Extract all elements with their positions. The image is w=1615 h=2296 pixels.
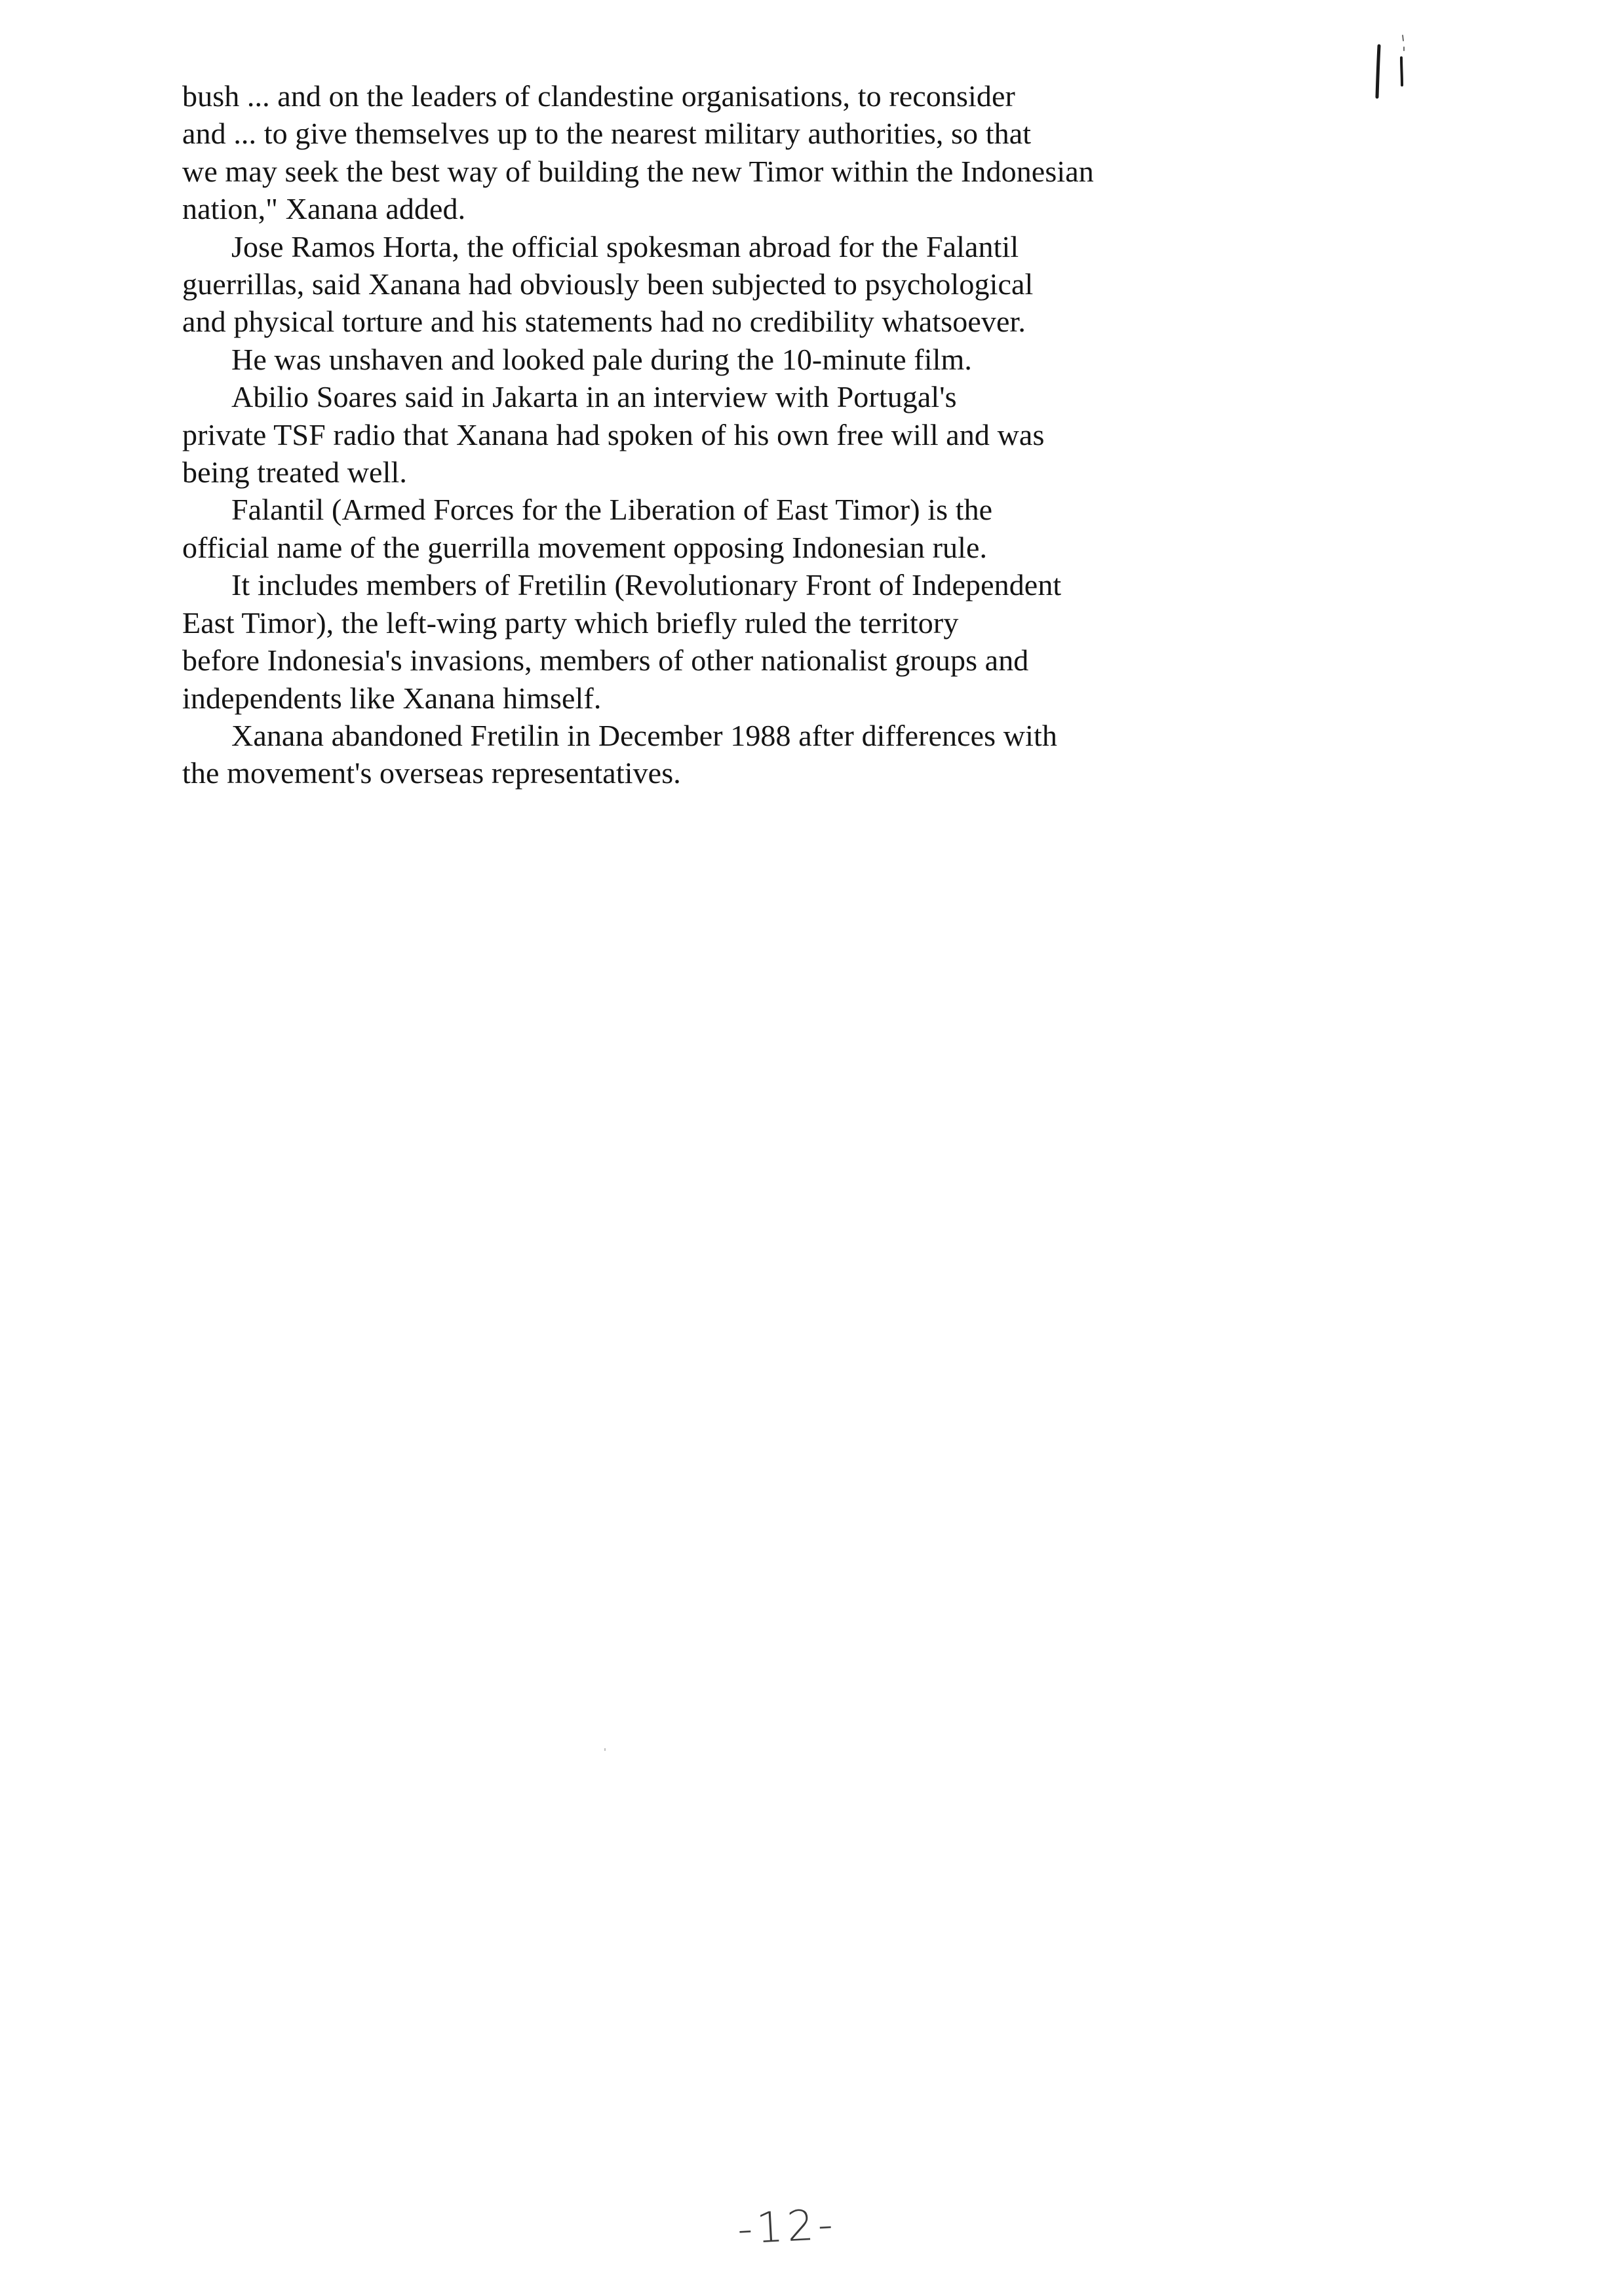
handwritten-page-mark [1363, 20, 1422, 105]
page-number: -12- [736, 2200, 838, 2254]
text-line: the movement's overseas representatives. [182, 756, 681, 790]
text-line: we may seek the best way of building the new Timor within the Indonesian [182, 154, 1094, 188]
text-line: nation," Xanana added. [182, 192, 466, 226]
text-line: independents like Xanana himself. [182, 681, 602, 715]
text-line: and physical torture and his statements had no credibility whatsoever. [182, 305, 1026, 339]
text-line-paragraph-start: Xanana abandoned Fretilin in December 1988 after differences with [231, 718, 1057, 752]
text-line: and ... to give themselves up to the nearest military authorities, so that [182, 117, 1032, 151]
text-line: before Indonesia's invasions, members of other nationalist groups and [182, 643, 1029, 678]
text-line: official name of the guerrilla movement opposing Indonesian rule. [182, 530, 988, 564]
text-line-paragraph-start: It includes members of Fretilin (Revolutionary Front of Independent [231, 568, 1062, 602]
text-line-paragraph-start: He was unshaven and looked pale during the 10-minute film. [231, 342, 972, 376]
text-line: private TSF radio that Xanana had spoken of his own free will and was [182, 417, 1045, 451]
article-body [182, 77, 1428, 792]
scan-speck [604, 1748, 606, 1751]
text-line: being treated well. [182, 455, 407, 489]
text-line-paragraph-start: Falantil (Armed Forces for the Liberation of East Timor) is the [231, 493, 993, 527]
text-line: East Timor), the left-wing party which briefly ruled the territory [182, 605, 959, 640]
text-line-paragraph-start: Abilio Soares said in Jakarta in an interview with Portugal's [231, 380, 957, 414]
text-line-paragraph-start: Jose Ramos Horta, the official spokesman abroad for the Falantil [231, 229, 1019, 263]
text-line: guerrillas, said Xanana had obviously been subjected to psychological [182, 267, 1034, 301]
text-line: bush ... and on the leaders of clandestine organisations, to reconsider [182, 79, 1015, 113]
